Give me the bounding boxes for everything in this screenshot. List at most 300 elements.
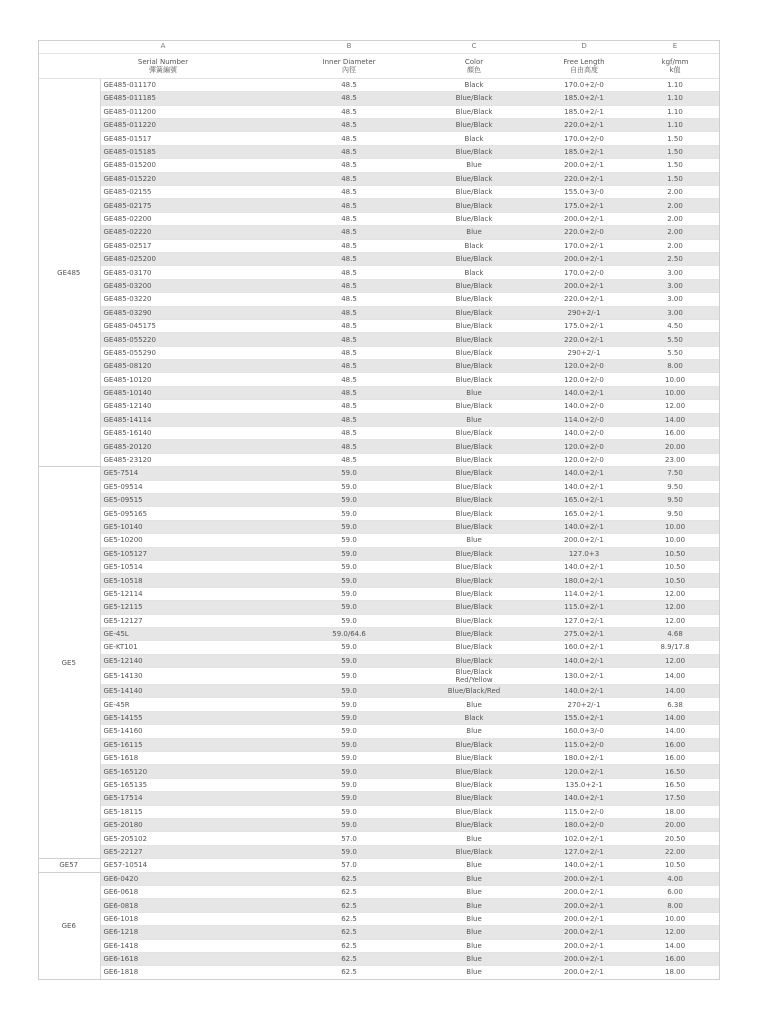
column-letter-e: E [630,40,720,53]
column-letter-b: B [288,40,410,53]
cell-free-length: 200.0+2/-1 [538,952,630,965]
table-row [38,172,720,185]
table-row [38,574,720,587]
cell-color: Blue/Black [410,279,538,292]
cell-free-length: 275.0+2/-1 [538,627,630,640]
cell-color: Blue/Black/Red [410,685,538,698]
cell-color: Blue/Black [410,818,538,831]
table-body [38,78,720,979]
cell-serial: GE5-17514 [100,792,288,805]
cell-inner-diameter: 59.0 [288,685,410,698]
cell-serial: GE485-011220 [100,119,288,132]
cell-serial: GE485-02220 [100,226,288,239]
cell-spring-rate: 16.00 [630,738,720,751]
table-row [38,601,720,614]
cell-serial: GE485-03220 [100,293,288,306]
group-label: GE5 [38,467,100,859]
cell-inner-diameter: 48.5 [288,279,410,292]
cell-spring-rate: 10.50 [630,859,720,872]
table-row [38,507,720,520]
cell-free-length: 127.0+2/-1 [538,845,630,858]
cell-spring-rate: 3.00 [630,293,720,306]
cell-free-length: 155.0+2/-1 [538,711,630,724]
cell-spring-rate: 1.10 [630,119,720,132]
cell-free-length: 180.0+2/-0 [538,818,630,831]
cell-color: Blue [410,832,538,845]
cell-inner-diameter: 59.0 [288,574,410,587]
cell-spring-rate: 14.00 [630,413,720,426]
cell-color: Black [410,78,538,91]
table-row [38,373,720,386]
table-row [38,427,720,440]
cell-spring-rate: 16.00 [630,952,720,965]
cell-spring-rate: 8.00 [630,360,720,373]
cell-color: Blue [410,226,538,239]
cell-serial: GE485-015185 [100,145,288,158]
cell-color: Blue [410,872,538,885]
cell-spring-rate: 3.00 [630,266,720,279]
cell-serial: GE5-09514 [100,480,288,493]
cell-color: Blue/Black [410,453,538,466]
cell-inner-diameter: 62.5 [288,952,410,965]
table-row [38,239,720,252]
cell-spring-rate: 12.00 [630,926,720,939]
cell-spring-rate: 14.00 [630,668,720,685]
cell-spring-rate: 17.50 [630,792,720,805]
table-row [38,725,720,738]
cell-spring-rate: 9.50 [630,480,720,493]
cell-serial: GE5-18115 [100,805,288,818]
cell-spring-rate: 5.50 [630,333,720,346]
header-free-length-en: Free Length [563,57,605,66]
cell-serial: GE5-1618 [100,752,288,765]
column-letter-d: D [538,40,630,53]
cell-color: Blue [410,534,538,547]
table-row [38,212,720,225]
cell-color: Blue/Black [410,752,538,765]
cell-spring-rate: 3.00 [630,306,720,319]
header-serial-number-zh: 彈簧編號 [149,65,177,74]
cell-spring-rate: 2.00 [630,186,720,199]
table-row [38,453,720,466]
cell-serial: GE57-10514 [100,859,288,872]
cell-spring-rate: 16.00 [630,752,720,765]
group-label: GE485 [38,78,100,466]
cell-inner-diameter: 57.0 [288,859,410,872]
cell-serial: GE6-1218 [100,926,288,939]
cell-spring-rate: 1.50 [630,132,720,145]
cell-serial: GE6-0818 [100,899,288,912]
table-row [38,587,720,600]
cell-free-length: 120.0+2/-1 [538,765,630,778]
cell-serial: GE5-205102 [100,832,288,845]
cell-spring-rate: 1.10 [630,78,720,91]
cell-color: Blue/Black [410,738,538,751]
cell-spring-rate: 10.00 [630,386,720,399]
cell-free-length: 200.0+2/-1 [538,872,630,885]
cell-free-length: 180.0+2/-1 [538,574,630,587]
cell-color: Blue/Black [410,587,538,600]
cell-serial: GE5-10518 [100,574,288,587]
table-row [38,386,720,399]
cell-serial: GE5-12114 [100,587,288,600]
cell-inner-diameter: 48.5 [288,105,410,118]
cell-serial: GE5-20180 [100,818,288,831]
table-row [38,818,720,831]
cell-free-length: 140.0+2/-1 [538,520,630,533]
table-row [38,778,720,791]
cell-color: Black [410,132,538,145]
cell-free-length: 200.0+2/-1 [538,279,630,292]
cell-color: Blue [410,939,538,952]
cell-free-length: 220.0+2/-1 [538,119,630,132]
cell-color: Blue/Black [410,574,538,587]
cell-serial: GE5-165120 [100,765,288,778]
cell-inner-diameter: 48.5 [288,440,410,453]
cell-inner-diameter: 48.5 [288,266,410,279]
cell-color: Blue/Black [410,373,538,386]
cell-serial: GE5-165135 [100,778,288,791]
cell-serial: GE6-0420 [100,872,288,885]
cell-serial: GE6-1018 [100,912,288,925]
table-row [38,885,720,898]
cell-serial: GE485-01517 [100,132,288,145]
cell-color: Black [410,711,538,724]
cell-color: Blue [410,952,538,965]
cell-free-length: 127.0+3 [538,547,630,560]
cell-inner-diameter: 48.5 [288,199,410,212]
cell-serial: GE5-12140 [100,654,288,667]
cell-color: Blue/Black [410,805,538,818]
cell-color: Blue/Black [410,614,538,627]
table-row [38,480,720,493]
cell-free-length: 120.0+2/-0 [538,373,630,386]
cell-free-length: 127.0+2/-1 [538,614,630,627]
cell-inner-diameter: 59.0 [288,614,410,627]
cell-serial: GE-45R [100,698,288,711]
cell-spring-rate: 10.00 [630,912,720,925]
table-row [38,400,720,413]
cell-serial: GE485-02200 [100,212,288,225]
cell-serial: GE6-1818 [100,966,288,979]
cell-color: Blue/Black [410,845,538,858]
cell-inner-diameter: 59.0 [288,641,410,654]
cell-inner-diameter: 48.5 [288,145,410,158]
header-inner-diameter-zh: 內徑 [342,65,357,74]
cell-free-length: 175.0+2/-1 [538,319,630,332]
cell-color: Blue [410,859,538,872]
cell-spring-rate: 12.00 [630,614,720,627]
cell-free-length: 200.0+2/-1 [538,159,630,172]
cell-free-length: 200.0+2/-1 [538,926,630,939]
cell-inner-diameter: 59.0 [288,738,410,751]
cell-inner-diameter: 48.5 [288,132,410,145]
cell-color: Blue/Black [410,186,538,199]
table-row [38,226,720,239]
cell-serial: GE5-10200 [100,534,288,547]
cell-spring-rate: 2.00 [630,212,720,225]
cell-serial: GE485-02517 [100,239,288,252]
cell-spring-rate: 12.00 [630,601,720,614]
cell-serial: GE485-011185 [100,92,288,105]
cell-spring-rate: 4.68 [630,627,720,640]
cell-serial: GE5-14130 [100,668,288,685]
table-row [38,534,720,547]
cell-color: Blue/Black [410,360,538,373]
table-row [38,966,720,979]
cell-free-length: 140.0+2/-1 [538,560,630,573]
cell-free-length: 115.0+2/-1 [538,601,630,614]
cell-spring-rate: 10.00 [630,534,720,547]
cell-color: Blue [410,386,538,399]
cell-color: Blue [410,966,538,979]
cell-spring-rate: 12.00 [630,400,720,413]
table-row [38,105,720,118]
cell-inner-diameter: 59.0 [288,698,410,711]
cell-inner-diameter: 48.5 [288,186,410,199]
cell-color: Blue/Black [410,145,538,158]
cell-free-length: 114.0+2/-1 [538,587,630,600]
cell-serial: GE5-105127 [100,547,288,560]
table-row [38,413,720,426]
cell-inner-diameter: 62.5 [288,872,410,885]
cell-color: Blue/Black [410,765,538,778]
cell-serial: GE5-14155 [100,711,288,724]
cell-color: Blue/Black [410,306,538,319]
cell-color: Blue [410,725,538,738]
cell-spring-rate: 9.50 [630,494,720,507]
cell-color: Blue [410,413,538,426]
cell-inner-diameter: 62.5 [288,966,410,979]
cell-spring-rate: 4.00 [630,872,720,885]
table-row [38,306,720,319]
table-row [38,939,720,952]
cell-spring-rate: 23.00 [630,453,720,466]
cell-inner-diameter: 48.5 [288,293,410,306]
cell-spring-rate: 10.50 [630,574,720,587]
cell-inner-diameter: 59.0 [288,480,410,493]
cell-serial: GE485-03170 [100,266,288,279]
cell-free-length: 140.0+2/-1 [538,467,630,480]
cell-free-length: 140.0+2/-1 [538,792,630,805]
cell-inner-diameter: 48.5 [288,252,410,265]
cell-spring-rate: 14.00 [630,725,720,738]
cell-serial: GE485-03200 [100,279,288,292]
cell-free-length: 170.0+2/-1 [538,239,630,252]
header-spring-rate-zh: k值 [669,65,681,74]
cell-free-length: 170.0+2/-0 [538,266,630,279]
cell-inner-diameter: 59.0 [288,725,410,738]
cell-spring-rate: 18.00 [630,966,720,979]
cell-spring-rate: 22.00 [630,845,720,858]
column-letter-row [38,40,720,53]
table-row [38,627,720,640]
cell-free-length: 200.0+2/-1 [538,252,630,265]
table-row [38,92,720,105]
table-row [38,614,720,627]
table-row [38,132,720,145]
header-color [410,53,538,78]
cell-serial: GE485-10120 [100,373,288,386]
cell-spring-rate: 8.9/17.8 [630,641,720,654]
cell-inner-diameter: 59.0 [288,752,410,765]
table-row [38,360,720,373]
header-color-zh: 顏色 [467,65,482,74]
cell-serial: GE5-10140 [100,520,288,533]
table-row [38,912,720,925]
cell-serial: GE6-1618 [100,952,288,965]
cell-serial: GE485-12140 [100,400,288,413]
cell-color: Blue/Black [410,293,538,306]
header-free-length-zh: 自由高度 [570,65,599,74]
cell-free-length: 185.0+2/-1 [538,92,630,105]
cell-serial: GE485-20120 [100,440,288,453]
table-row [38,859,720,872]
cell-free-length: 175.0+2/-1 [538,199,630,212]
table-row [38,668,720,685]
table-row [38,440,720,453]
cell-serial: GE6-1418 [100,939,288,952]
table-row [38,765,720,778]
cell-serial: GE5-10514 [100,560,288,573]
cell-serial: GE6-0618 [100,885,288,898]
cell-free-length: 165.0+2/-1 [538,494,630,507]
cell-spring-rate: 16.00 [630,427,720,440]
cell-spring-rate: 2.50 [630,252,720,265]
cell-spring-rate: 2.00 [630,239,720,252]
table-row [38,792,720,805]
cell-inner-diameter: 48.5 [288,159,410,172]
cell-free-length: 115.0+2/-0 [538,738,630,751]
cell-free-length: 120.0+2/-0 [538,453,630,466]
cell-color: Blue/Black [410,212,538,225]
cell-color: Blue/Black [410,119,538,132]
cell-inner-diameter: 59.0 [288,711,410,724]
cell-spring-rate: 10.50 [630,560,720,573]
cell-inner-diameter: 59.0 [288,507,410,520]
cell-inner-diameter: 59.0 [288,778,410,791]
cell-serial: GE485-045175 [100,319,288,332]
table-row [38,698,720,711]
table-row [38,547,720,560]
table-row [38,952,720,965]
cell-inner-diameter: 48.5 [288,78,410,91]
cell-line: Blue/Black [455,668,493,677]
cell-free-length: 120.0+2/-0 [538,360,630,373]
cell-free-length: 290+2/-1 [538,346,630,359]
cell-spring-rate: 8.00 [630,899,720,912]
cell-inner-diameter: 62.5 [288,939,410,952]
cell-color: Blue [410,899,538,912]
table-row [38,641,720,654]
cell-serial: GE485-015200 [100,159,288,172]
header-inner-diameter-en: Inner Diameter [322,57,376,66]
cell-spring-rate: 20.00 [630,440,720,453]
cell-spring-rate: 6.38 [630,698,720,711]
cell-serial: GE-45L [100,627,288,640]
cell-free-length: 200.0+2/-1 [538,885,630,898]
table-row [38,159,720,172]
cell-spring-rate: 12.00 [630,587,720,600]
cell-inner-diameter: 59.0 [288,792,410,805]
cell-spring-rate: 2.00 [630,199,720,212]
cell-inner-diameter: 57.0 [288,832,410,845]
cell-inner-diameter: 48.5 [288,427,410,440]
cell-free-length: 130.0+2/-1 [538,668,630,685]
cell-serial: GE485-02155 [100,186,288,199]
cell-color: Blue/Black [410,92,538,105]
cell-inner-diameter: 62.5 [288,899,410,912]
cell-spring-rate: 14.00 [630,685,720,698]
cell-free-length: 102.0+2/-1 [538,832,630,845]
cell-spring-rate: 9.50 [630,507,720,520]
cell-inner-diameter: 48.5 [288,226,410,239]
cell-spring-rate: 12.00 [630,654,720,667]
cell-inner-diameter: 48.5 [288,360,410,373]
cell-color: Blue/Black [410,427,538,440]
cell-inner-diameter: 48.5 [288,333,410,346]
cell-free-length: 220.0+2/-1 [538,293,630,306]
cell-serial: GE485-16140 [100,427,288,440]
cell-inner-diameter: 48.5 [288,346,410,359]
cell-inner-diameter: 62.5 [288,885,410,898]
cell-spring-rate: 4.50 [630,319,720,332]
cell-free-length: 165.0+2/-1 [538,507,630,520]
cell-inner-diameter: 62.5 [288,926,410,939]
group-label: GE6 [38,872,100,979]
header-serial-number-en: Serial Number [137,57,189,66]
cell-color: Blue/Black [410,520,538,533]
cell-color: Blue [410,698,538,711]
cell-serial: GE5-22127 [100,845,288,858]
cell-color: Blue/Black [410,172,538,185]
cell-inner-diameter: 59.0 [288,467,410,480]
cell-free-length: 220.0+2/-1 [538,333,630,346]
cell-color: Blue/Black [410,346,538,359]
cell-serial: GE5-12115 [100,601,288,614]
cell-color: Blue/Black [410,641,538,654]
cell-inner-diameter: 59.0 [288,547,410,560]
cell-free-length: 140.0+2/-1 [538,654,630,667]
cell-free-length: 140.0+2/-1 [538,386,630,399]
cell-spring-rate: 14.00 [630,939,720,952]
table-row [38,333,720,346]
cell-free-length: 290+2/-1 [538,306,630,319]
cell-serial: GE485-02175 [100,199,288,212]
cell-spring-rate: 2.00 [630,226,720,239]
cell-free-length: 140.0+2/-0 [538,400,630,413]
cell-color: Black [410,266,538,279]
cell-color: Blue/Black [410,400,538,413]
cell-spring-rate: 3.00 [630,279,720,292]
cell-spring-rate: 16.50 [630,778,720,791]
cell-inner-diameter: 48.5 [288,306,410,319]
table-row [38,78,720,91]
cell-color: Blue/Black [410,440,538,453]
cell-serial: GE485-14114 [100,413,288,426]
cell-color: Blue [410,159,538,172]
table-row [38,805,720,818]
cell-color: Blue/Black [410,627,538,640]
table-row [38,899,720,912]
cell-inner-diameter: 48.5 [288,386,410,399]
cell-spring-rate: 5.50 [630,346,720,359]
cell-free-length: 140.0+2/-0 [538,427,630,440]
cell-color: Blue/Black [410,792,538,805]
table-row [38,279,720,292]
cell-inner-diameter: 48.5 [288,239,410,252]
cell-serial: GE485-23120 [100,453,288,466]
